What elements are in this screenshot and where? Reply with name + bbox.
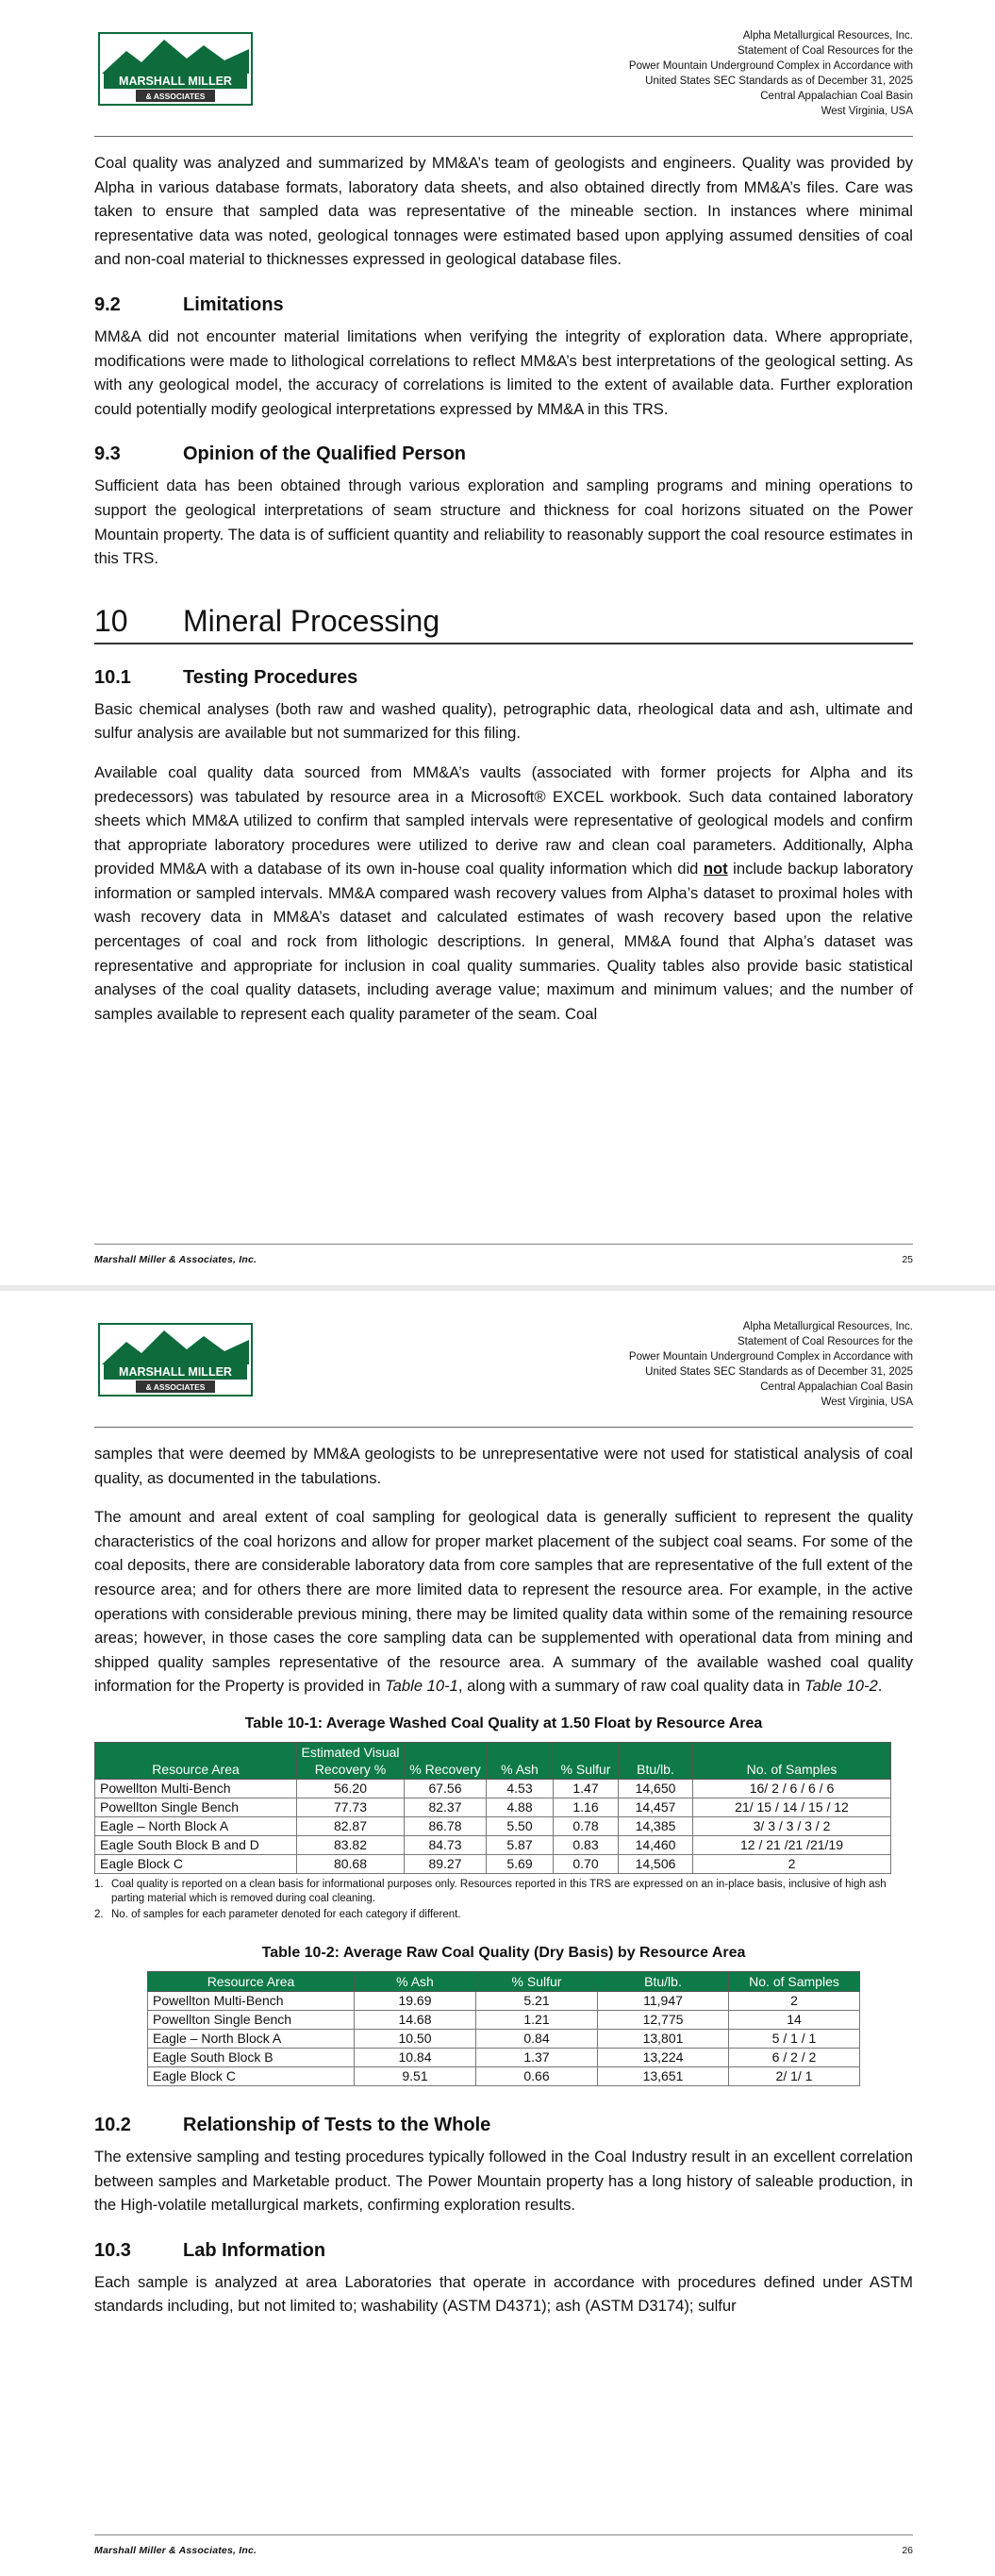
table-cell: 16/ 2 / 6 / 6 / 6 — [693, 1779, 891, 1798]
paragraph-testing-1: Basic chemical analyses (both raw and washed quality), petrographic data, rheological data and ash, ultimate and sulfur analysis are available but not summarized for this filing. — [94, 699, 913, 743]
table-cell: 83.82 — [297, 1835, 405, 1854]
table-cell: 56.20 — [297, 1779, 405, 1798]
table-cell: Powellton Multi-Bench — [148, 1991, 355, 2010]
table-cell: 82.37 — [405, 1798, 487, 1816]
table-row — [95, 1816, 891, 1835]
table-cell: 10.50 — [355, 2029, 476, 2048]
table-cell: 5.69 — [487, 1854, 554, 1873]
table-cell: 6 / 2 / 2 — [729, 2048, 860, 2066]
table-cell: 0.84 — [476, 2029, 598, 2048]
table-cell: Powellton Multi-Bench — [95, 1779, 297, 1798]
table-cell: 5.21 — [476, 1991, 598, 2010]
table-washed-coal-quality: Resource Area Estimated Visual Recovery % % Recovery % Ash % Sulfur Btu/lb. No. of Samples Powellton Multi-Bench 56.20 67.56 4.53 1.47 14,650 16/ 2 / 6 / 6 / 6 Powellton Single Bench 77.73 82.37 4.88 1.16 14,457 21/ 15 / 14 / 15 / 12 Eagle – North Block A 82.87 86.78 5.50 0.78 14,385 3/ 3 / 3 / 3 / 2 Eagle South Block B and D 83.82 84.73 5.87 0.83 14,460 12 / 21 /21 /21/19 Eagle Block C 80.68 89.27 5.69 0.70 14,506 2 — [94, 1742, 891, 1874]
header-rule — [94, 1427, 913, 1428]
table-cell: 13,224 — [598, 2048, 729, 2066]
table-cell: Eagle – North Block A — [148, 2029, 355, 2048]
header-rule — [94, 136, 913, 137]
paragraph-relationship: The extensive sampling and testing procedures typically followed in the Coal Industry result in an excellent correlation between samples and Marketable product. The Power Mountain property has a long history of saleable production, in the High-volatile metallurgical markets, confirming exploration results. — [94, 2147, 913, 2215]
page-25 — [0, 0, 995, 1285]
paragraph-lab-information: Each sample is analyzed at area Laboratories that operate in accordance with procedures defined under ASTM standards including, but not limited to; washability (ASTM D4371); ash (ASTM D3174); sulfur — [94, 2272, 913, 2316]
table-cell: Eagle South Block B and D — [95, 1835, 297, 1854]
table-10-1-caption: Table 10-1: Average Washed Coal Quality at 1.50 Float by Resource Area — [244, 1715, 763, 1731]
table-row — [148, 2010, 860, 2029]
table-cell: 84.73 — [405, 1835, 487, 1854]
svg-text:MARSHALL MILLER: MARSHALL MILLER — [119, 1365, 232, 1379]
table-row — [95, 1835, 891, 1854]
page-header — [94, 28, 913, 137]
table-cell: 1.47 — [554, 1779, 619, 1798]
table-cell: 89.27 — [405, 1854, 487, 1873]
table-cell: 14.68 — [355, 2010, 476, 2029]
table-cell: 4.53 — [487, 1779, 554, 1798]
company-logo — [98, 32, 253, 106]
emphasis-not: not — [703, 860, 728, 878]
table-cell: 19.69 — [355, 1991, 476, 2010]
table-cell: 2 — [729, 1991, 860, 2010]
page-body — [94, 151, 913, 1041]
section-heading-10-3: 10.3 Lab Information — [94, 2239, 326, 2261]
table-note: 1. Coal quality is reported on a clean basis for informational purposes only. Resources reported in this TRS are expressed on an in-place basis, inclusive of high ash parting material which is removed during coal cleaning. — [94, 1878, 887, 1904]
table-cell: 2 — [693, 1854, 891, 1873]
company-logo — [98, 1323, 253, 1397]
table-cell: 13,651 — [598, 2066, 729, 2085]
table-row — [148, 2029, 860, 2048]
svg-text:MARSHALL MILLER: MARSHALL MILLER — [119, 75, 232, 88]
section-heading-10-2: 10.2 Relationship of Tests to the Whole — [94, 2114, 491, 2135]
table-cell: Eagle Block C — [95, 1854, 297, 1873]
page-body — [94, 1442, 913, 2333]
table-cell: 13,801 — [598, 2029, 729, 2048]
table-row — [95, 1779, 891, 1798]
table-cell: 12,775 — [598, 2010, 729, 2029]
page-header — [94, 1319, 913, 1428]
table-row — [148, 2066, 860, 2085]
section-heading-10-1: 10.1 Testing Procedures — [94, 666, 358, 688]
table-cell: 11,947 — [598, 1991, 729, 2010]
table-row — [148, 2048, 860, 2066]
page-number: 25 — [902, 1254, 913, 1265]
table-cell: Powellton Single Bench — [95, 1798, 297, 1816]
table-row — [148, 1991, 860, 2010]
table-cell: 0.70 — [554, 1854, 619, 1873]
table-cell: 0.83 — [554, 1835, 619, 1854]
page-number: 26 — [902, 2545, 913, 2556]
table-cell: 0.66 — [476, 2066, 598, 2085]
table-cell: 80.68 — [297, 1854, 405, 1873]
table-cell: 14,650 — [619, 1779, 693, 1798]
table-cell: 14,385 — [619, 1816, 693, 1835]
table-cell: 10.84 — [355, 2048, 476, 2066]
paragraph-opinion: Sufficient data has been obtained through various exploration and sampling programs and mining operations to support the geological interpretations of seam structure and thickness for coal horizons situated on the Power Mountain property. The data is of sufficient quantity and reliability to reasonably support the coal resource estimates in this TRS. — [94, 477, 913, 568]
table-cell: 1.16 — [554, 1798, 619, 1816]
table-raw-coal-quality: Resource Area % Ash % Sulfur Btu/lb. No. of Samples Powellton Multi-Bench 19.69 5.21 11,947 2 Powellton Single Bench 14.68 1.21 12,775 14 Eagle – North Block A 10.50 0.84 13,801 5 / 1 / 1 Eagle South Block B 10.84 1.37 13,224 6 / 2 / 2 Eagle Block C 9.51 0.66 13,651 2/ 1/ 1 — [147, 1971, 860, 2086]
table-10-1-notes — [94, 1878, 913, 1922]
section-heading-9-2: 9.2 Limitations — [94, 293, 284, 315]
paragraph-limitations: MM&A did not encounter material limitations when verifying the integrity of exploration data. Where appropriate, modifications were made to lithological correlations to reflect MM&A’s best interpretations of the geological setting. As with any geological model, the accuracy of correlations is limited to the extent of available data. Further exploration could potentially modify geological interpretations expressed by MM&A in this TRS. — [94, 326, 913, 418]
section-heading-9-3: 9.3 Opinion of the Qualified Person — [94, 443, 467, 465]
paragraph-continued: samples that were deemed by MM&A geologists to be unrepresentative were not used for statistical analysis of coal quality, as documented in the tabulations. — [94, 1445, 913, 1487]
chapter-heading-10: 10 Mineral Processing — [94, 603, 913, 644]
table-cell: 1.37 — [476, 2048, 598, 2066]
table-cell: 9.51 — [355, 2066, 476, 2085]
page-footer: Marshall Miller & Associates, Inc. 26 — [94, 2534, 913, 2556]
table-cell: 5 / 1 / 1 — [729, 2029, 860, 2048]
table-cell: 2/ 1/ 1 — [729, 2066, 860, 2085]
table-cell: 86.78 — [405, 1816, 487, 1835]
table-cell: 14,460 — [619, 1835, 693, 1854]
table-cell: 0.78 — [554, 1816, 619, 1835]
table-cell: 1.21 — [476, 2010, 598, 2029]
header-text: Alpha Metallurgical Resources, Inc. Statement of Coal Resources for the Power Mountain Underground Complex in Accordance with United States SEC Standards as of December 31, 2025 Central Appalachian Coal Basin West Virginia, USA — [628, 30, 913, 117]
table-cell: 5.50 — [487, 1816, 554, 1835]
svg-text:& ASSOCIATES: & ASSOCIATES — [145, 92, 206, 101]
table-row — [95, 1854, 891, 1873]
table-cell: 14,457 — [619, 1798, 693, 1816]
table-cell: 77.73 — [297, 1798, 405, 1816]
paragraph-testing-2: Available coal quality data sourced from MM&A’s vaults (associated with former projects for Alpha and its predecessors) was tabulated by resource area in a Microsoft® EXCEL workbook. Such data contained laboratory sheets which MM&A utilized to confirm that sampled intervals were representative of geological models and confirm that appropriate laboratory procedures were utilized to derive raw and clean coal parameters. Additionally, Alpha provided MM&A with a database of its own in-house coal quality information which did not include backup laboratory information or sampled intervals. MM&A compared wash recovery values from Alpha’s dataset to proximal holes with wash recovery data in MM&A’s dataset and calculated estimates of wash recovery based upon the relative percentages of coal and rock from lithologic descriptions. In general, MM&A found that Alpha’s dataset was representative and appropriate for inclusion in coal quality summaries. Quality tables also provide basic statistical analyses of the coal quality datasets, including average value; maximum and minimum values; and the number of samples available to represent each quality parameter of the seam. Coal — [94, 762, 913, 1023]
table-cell: 3/ 3 / 3 / 3 / 2 — [693, 1816, 891, 1835]
table-cell: 67.56 — [405, 1779, 487, 1798]
header-text: Alpha Metallurgical Resources, Inc. Statement of Coal Resources for the Power Mountain Underground Complex in Accordance with United States SEC Standards as of December 31, 2025 Central Appalachian Coal Basin West Virginia, USA — [628, 1321, 913, 1408]
table-cell: 82.87 — [297, 1816, 405, 1835]
paragraph-intro: Coal quality was analyzed and summarized by MM&A’s team of geologists and engineers. Quality was provided by Alpha in various database formats, laboratory data sheets, and also obtained directly from MM&A’s files. Care was taken to ensure that sampled data was representative of the mineable section. In instances where minimal representative data was noted, geological tonnages were estimated based upon applying assumed densities of coal and non-coal material to thicknesses expressed in geological database files. — [94, 154, 913, 269]
table-cell: 4.88 — [487, 1798, 554, 1816]
table-cell: Eagle – North Block A — [95, 1816, 297, 1835]
table-cell: 21/ 15 / 14 / 15 / 12 — [693, 1798, 891, 1816]
table-note: 2. No. of samples for each parameter denoted for each category if different. — [94, 1908, 461, 1920]
table-cell: Eagle South Block B — [148, 2048, 355, 2066]
svg-text:& ASSOCIATES: & ASSOCIATES — [145, 1382, 206, 1392]
table-row — [95, 1798, 891, 1816]
table-cell: Eagle Block C — [148, 2066, 355, 2085]
table-10-2-caption: Table 10-2: Average Raw Coal Quality (Dry Basis) by Resource Area — [261, 1944, 746, 1961]
paragraph-sampling-extent: The amount and areal extent of coal sampling for geological data is generally sufficient to represent the quality characteristics of the coal horizons and allow for proper market placement of the subject coal seams. For some of the coal deposits, there are considerable laboratory data from core samples that are representative of the full extent of the resource area; and for others there are more limited data to represent the resource area. For example, in the active operations with considerable previous mining, there may be limited quality data within some of the remaining resource areas; however, in those cases the core sampling data can be supplemented with operational data from mining and shipped quality samples representative of the resource area. A summary of the available washed coal quality information for the Property is provided in Table 10-1, along with a summary of raw coal quality data in Table 10-2. — [94, 1508, 913, 1696]
table-cell: 12 / 21 /21 /21/19 — [693, 1835, 891, 1854]
table-cell: 5.87 — [487, 1835, 554, 1854]
table-cell: Powellton Single Bench — [148, 2010, 355, 2029]
page-26 — [0, 1291, 995, 2576]
table-cell: 14 — [729, 2010, 860, 2029]
table-cell: 14,506 — [619, 1854, 693, 1873]
page-footer: Marshall Miller & Associates, Inc. 25 — [94, 1244, 913, 1265]
